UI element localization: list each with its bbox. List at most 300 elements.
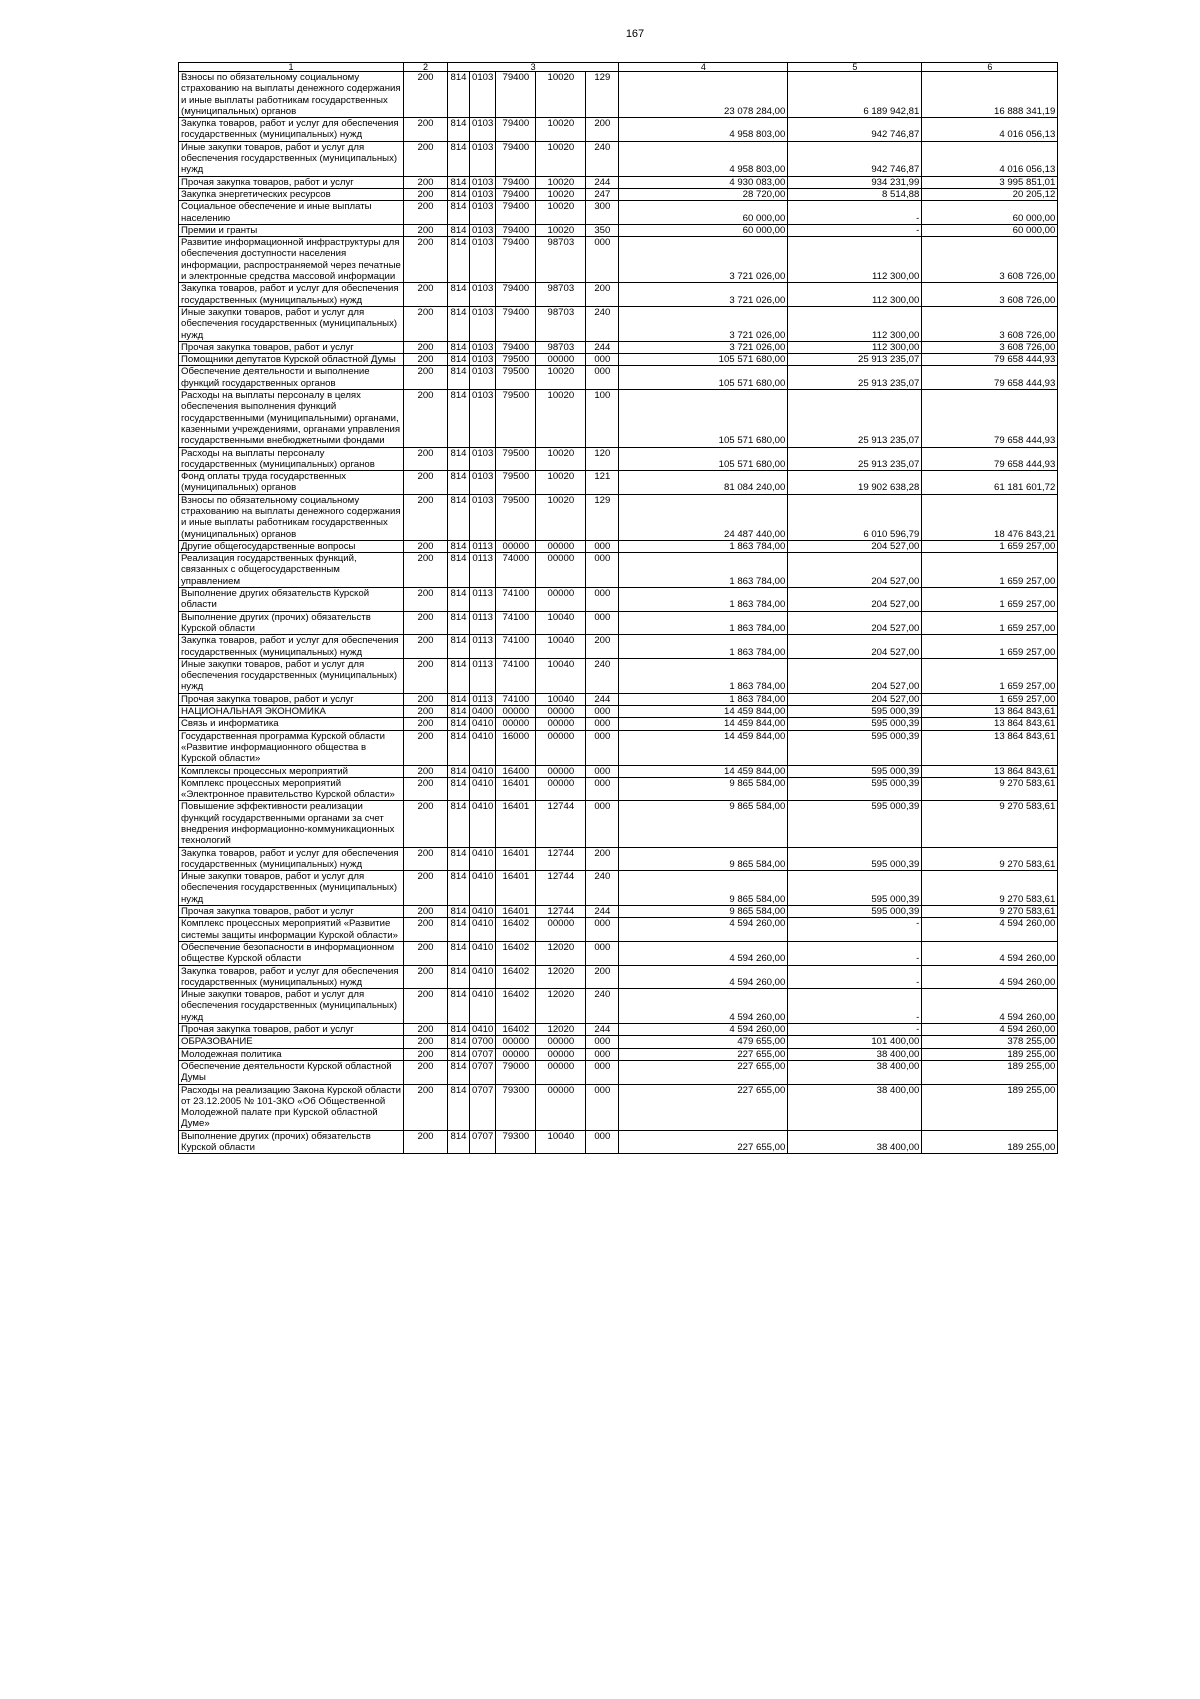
- amount-executed: 112 300,00: [788, 341, 922, 353]
- amount-remaining: 4 016 056,13: [922, 141, 1058, 176]
- amount-approved: 60 000,00: [619, 201, 788, 225]
- code-expense-type: 200: [586, 965, 619, 989]
- code-expense-type: 000: [586, 706, 619, 718]
- table-row: [179, 918, 1058, 942]
- amount-executed: 25 913 235,07: [788, 447, 922, 471]
- amount-executed: -: [788, 224, 922, 236]
- table-row: [179, 283, 1058, 307]
- amount-executed: 204 527,00: [788, 553, 922, 588]
- amount-approved: 1 863 784,00: [619, 553, 788, 588]
- code-expense-type: 000: [586, 237, 619, 283]
- amount-approved: 3 721 026,00: [619, 306, 788, 341]
- item-name: Взносы по обязательному социальному страхованию на выплаты денежного содержания и иные выплаты работникам государственных (муниципальных) органов: [179, 72, 404, 118]
- amount-executed: 38 400,00: [788, 1060, 922, 1084]
- code-expense-type: 240: [586, 141, 619, 176]
- code-admin: 814: [448, 141, 470, 176]
- code-section: 0700: [470, 1036, 496, 1048]
- amount-executed: 25 913 235,07: [788, 354, 922, 366]
- amount-approved: 4 594 260,00: [619, 1024, 788, 1036]
- amount-remaining: 1 659 257,00: [922, 588, 1058, 612]
- amount-remaining: 1 659 257,00: [922, 611, 1058, 635]
- code-admin: 814: [448, 1130, 470, 1154]
- amount-executed: -: [788, 918, 922, 942]
- code-section: 0410: [470, 871, 496, 906]
- amount-remaining: 16 888 341,19: [922, 72, 1058, 118]
- amount-executed: 595 000,39: [788, 718, 922, 730]
- column-number-row: [179, 63, 1058, 72]
- amount-remaining: 61 181 601,72: [922, 471, 1058, 495]
- amount-remaining: 1 659 257,00: [922, 658, 1058, 693]
- amount-approved: 14 459 844,00: [619, 706, 788, 718]
- amount-executed: -: [788, 989, 922, 1024]
- amount-executed: 204 527,00: [788, 693, 922, 705]
- code-2: 200: [404, 1060, 448, 1084]
- amount-executed: -: [788, 941, 922, 965]
- code-expense-type: 000: [586, 918, 619, 942]
- item-name: Иные закупки товаров, работ и услуг для обеспечения государственных (муниципальных) нужд: [179, 989, 404, 1024]
- column-number: 3: [448, 63, 619, 72]
- code-2: 200: [404, 553, 448, 588]
- code-direction: 10040: [536, 1130, 586, 1154]
- code-program: 16401: [496, 871, 536, 906]
- item-name: Иные закупки товаров, работ и услуг для обеспечения государственных (муниципальных) нужд: [179, 306, 404, 341]
- item-name: Расходы на реализацию Закона Курской области от 23.12.2005 № 101-ЗКО «Об Общественной Молодежной палате при Курской областной Думе»: [179, 1084, 404, 1130]
- code-2: 200: [404, 1130, 448, 1154]
- amount-remaining: 1 659 257,00: [922, 553, 1058, 588]
- code-admin: 814: [448, 658, 470, 693]
- amount-approved: 4 594 260,00: [619, 918, 788, 942]
- budget-table: [178, 62, 1058, 1154]
- page-number: 167: [625, 28, 645, 40]
- code-2: 200: [404, 658, 448, 693]
- code-expense-type: 000: [586, 765, 619, 777]
- item-name: Закупка товаров, работ и услуг для обеспечения государственных (муниципальных) нужд: [179, 847, 404, 871]
- item-name: Закупка товаров, работ и услуг для обеспечения государственных (муниципальных) нужд: [179, 635, 404, 659]
- amount-executed: -: [788, 1024, 922, 1036]
- amount-approved: 1 863 784,00: [619, 611, 788, 635]
- table-row: [179, 1130, 1058, 1154]
- code-2: 200: [404, 611, 448, 635]
- code-2: 200: [404, 588, 448, 612]
- code-section: 0410: [470, 918, 496, 942]
- code-program: 79500: [496, 366, 536, 390]
- table-row: [179, 306, 1058, 341]
- table-row: [179, 141, 1058, 176]
- code-expense-type: 200: [586, 847, 619, 871]
- amount-executed: 6 189 942,81: [788, 72, 922, 118]
- code-program: 79400: [496, 306, 536, 341]
- code-direction: 10040: [536, 658, 586, 693]
- amount-remaining: 1 659 257,00: [922, 635, 1058, 659]
- amount-approved: 23 078 284,00: [619, 72, 788, 118]
- amount-remaining: 1 659 257,00: [922, 540, 1058, 552]
- amount-remaining: 3 608 726,00: [922, 237, 1058, 283]
- code-section: 0113: [470, 658, 496, 693]
- code-expense-type: 100: [586, 390, 619, 447]
- code-program: 16402: [496, 941, 536, 965]
- code-admin: 814: [448, 224, 470, 236]
- amount-executed: 8 514,88: [788, 188, 922, 200]
- code-expense-type: 000: [586, 611, 619, 635]
- code-section: 0410: [470, 1024, 496, 1036]
- code-program: 79400: [496, 237, 536, 283]
- amount-remaining: 189 255,00: [922, 1048, 1058, 1060]
- code-expense-type: 121: [586, 471, 619, 495]
- code-admin: 814: [448, 341, 470, 353]
- item-name: Прочая закупка товаров, работ и услуг: [179, 176, 404, 188]
- code-program: 74100: [496, 693, 536, 705]
- amount-remaining: 189 255,00: [922, 1084, 1058, 1130]
- item-name: Прочая закупка товаров, работ и услуг: [179, 906, 404, 918]
- amount-remaining: 18 476 843,21: [922, 494, 1058, 540]
- amount-approved: 1 863 784,00: [619, 635, 788, 659]
- code-admin: 814: [448, 283, 470, 307]
- code-2: 200: [404, 777, 448, 801]
- amount-remaining: 9 270 583,61: [922, 871, 1058, 906]
- table-row: [179, 494, 1058, 540]
- code-2: 200: [404, 635, 448, 659]
- amount-executed: 204 527,00: [788, 611, 922, 635]
- code-2: 200: [404, 965, 448, 989]
- code-expense-type: 000: [586, 588, 619, 612]
- code-admin: 814: [448, 847, 470, 871]
- code-program: 79500: [496, 447, 536, 471]
- code-section: 0410: [470, 718, 496, 730]
- table-row: [179, 176, 1058, 188]
- code-direction: 10020: [536, 141, 586, 176]
- code-direction: 98703: [536, 306, 586, 341]
- code-direction: 10040: [536, 635, 586, 659]
- code-program: 79300: [496, 1130, 536, 1154]
- amount-executed: 19 902 638,28: [788, 471, 922, 495]
- amount-remaining: 4 594 260,00: [922, 1024, 1058, 1036]
- code-direction: 10020: [536, 188, 586, 200]
- code-program: 74000: [496, 553, 536, 588]
- code-expense-type: 000: [586, 718, 619, 730]
- code-expense-type: 240: [586, 989, 619, 1024]
- code-admin: 814: [448, 588, 470, 612]
- code-expense-type: 000: [586, 1060, 619, 1084]
- table-row: [179, 635, 1058, 659]
- amount-approved: 9 865 584,00: [619, 871, 788, 906]
- item-name: Комплекс процессных мероприятий «Развитие системы защиты информации Курской области»: [179, 918, 404, 942]
- code-section: 0707: [470, 1048, 496, 1060]
- code-program: 79400: [496, 283, 536, 307]
- code-expense-type: 000: [586, 777, 619, 801]
- amount-remaining: 3 995 851,01: [922, 176, 1058, 188]
- amount-executed: 112 300,00: [788, 237, 922, 283]
- code-2: 200: [404, 1036, 448, 1048]
- amount-remaining: 79 658 444,93: [922, 354, 1058, 366]
- code-admin: 814: [448, 237, 470, 283]
- code-expense-type: 244: [586, 176, 619, 188]
- item-name: Прочая закупка товаров, работ и услуг: [179, 341, 404, 353]
- item-name: Реализация государственных функций, связанных с общегосударственным управлением: [179, 553, 404, 588]
- code-2: 200: [404, 306, 448, 341]
- amount-executed: 204 527,00: [788, 540, 922, 552]
- table-row: [179, 801, 1058, 847]
- code-admin: 814: [448, 1048, 470, 1060]
- item-name: Комплекс процессных мероприятий «Электронное правительство Курской области»: [179, 777, 404, 801]
- amount-executed: 942 746,87: [788, 141, 922, 176]
- code-2: 200: [404, 918, 448, 942]
- code-direction: 12020: [536, 965, 586, 989]
- table-row: [179, 540, 1058, 552]
- code-expense-type: 000: [586, 553, 619, 588]
- code-section: 0113: [470, 635, 496, 659]
- code-direction: 10040: [536, 693, 586, 705]
- code-2: 200: [404, 118, 448, 142]
- amount-remaining: 60 000,00: [922, 201, 1058, 225]
- item-name: Молодежная политика: [179, 1048, 404, 1060]
- code-admin: 814: [448, 471, 470, 495]
- code-program: 16400: [496, 765, 536, 777]
- code-admin: 814: [448, 188, 470, 200]
- code-section: 0103: [470, 447, 496, 471]
- code-expense-type: 000: [586, 1036, 619, 1048]
- amount-approved: 9 865 584,00: [619, 847, 788, 871]
- amount-executed: 595 000,39: [788, 777, 922, 801]
- amount-remaining: 13 864 843,61: [922, 765, 1058, 777]
- code-expense-type: 000: [586, 366, 619, 390]
- code-admin: 814: [448, 918, 470, 942]
- code-expense-type: 240: [586, 306, 619, 341]
- code-expense-type: 000: [586, 1130, 619, 1154]
- table-row: [179, 706, 1058, 718]
- code-program: 16401: [496, 847, 536, 871]
- code-program: 79500: [496, 494, 536, 540]
- code-admin: 814: [448, 941, 470, 965]
- code-section: 0707: [470, 1060, 496, 1084]
- amount-approved: 14 459 844,00: [619, 730, 788, 765]
- table-row: [179, 1060, 1058, 1084]
- code-direction: 12020: [536, 941, 586, 965]
- code-program: 16401: [496, 777, 536, 801]
- item-name: Обеспечение деятельности и выполнение функций государственных органов: [179, 366, 404, 390]
- item-name: НАЦИОНАЛЬНАЯ ЭКОНОМИКА: [179, 706, 404, 718]
- code-program: 16402: [496, 965, 536, 989]
- code-section: 0103: [470, 141, 496, 176]
- code-section: 0410: [470, 989, 496, 1024]
- code-direction: 12744: [536, 871, 586, 906]
- code-admin: 814: [448, 1024, 470, 1036]
- code-expense-type: 200: [586, 283, 619, 307]
- code-expense-type: 000: [586, 540, 619, 552]
- item-name: Обеспечение безопасности в информационном обществе Курской области: [179, 941, 404, 965]
- item-name: Обеспечение деятельности Курской областной Думы: [179, 1060, 404, 1084]
- code-direction: 00000: [536, 918, 586, 942]
- table-row: [179, 341, 1058, 353]
- code-section: 0103: [470, 201, 496, 225]
- code-section: 0410: [470, 765, 496, 777]
- code-expense-type: 350: [586, 224, 619, 236]
- code-section: 0410: [470, 847, 496, 871]
- amount-remaining: 4 594 260,00: [922, 941, 1058, 965]
- code-program: 79400: [496, 201, 536, 225]
- table-row: [179, 237, 1058, 283]
- code-direction: 00000: [536, 553, 586, 588]
- code-expense-type: 200: [586, 118, 619, 142]
- amount-remaining: 3 608 726,00: [922, 306, 1058, 341]
- code-section: 0103: [470, 390, 496, 447]
- table-row: [179, 471, 1058, 495]
- amount-executed: 595 000,39: [788, 871, 922, 906]
- code-2: 200: [404, 201, 448, 225]
- code-direction: 00000: [536, 540, 586, 552]
- code-section: 0410: [470, 730, 496, 765]
- item-name: Выполнение других (прочих) обязательств Курской области: [179, 611, 404, 635]
- amount-remaining: 13 864 843,61: [922, 718, 1058, 730]
- code-expense-type: 244: [586, 1024, 619, 1036]
- code-program: 79400: [496, 188, 536, 200]
- code-direction: 98703: [536, 341, 586, 353]
- code-expense-type: 000: [586, 1048, 619, 1060]
- amount-approved: 227 655,00: [619, 1084, 788, 1130]
- amount-executed: -: [788, 201, 922, 225]
- table-row: [179, 224, 1058, 236]
- code-admin: 814: [448, 635, 470, 659]
- code-admin: 814: [448, 1060, 470, 1084]
- code-admin: 814: [448, 693, 470, 705]
- amount-approved: 14 459 844,00: [619, 765, 788, 777]
- code-section: 0113: [470, 693, 496, 705]
- amount-approved: 105 571 680,00: [619, 354, 788, 366]
- amount-remaining: 9 270 583,61: [922, 801, 1058, 847]
- amount-executed: 595 000,39: [788, 801, 922, 847]
- amount-executed: 6 010 596,79: [788, 494, 922, 540]
- amount-executed: 595 000,39: [788, 730, 922, 765]
- item-name: Иные закупки товаров, работ и услуг для обеспечения государственных (муниципальных) нужд: [179, 871, 404, 906]
- code-2: 200: [404, 730, 448, 765]
- code-expense-type: 244: [586, 906, 619, 918]
- amount-executed: 204 527,00: [788, 658, 922, 693]
- code-program: 16402: [496, 1024, 536, 1036]
- code-section: 0103: [470, 354, 496, 366]
- code-2: 200: [404, 283, 448, 307]
- code-2: 200: [404, 989, 448, 1024]
- code-direction: 12744: [536, 906, 586, 918]
- amount-executed: 595 000,39: [788, 847, 922, 871]
- amount-remaining: 189 255,00: [922, 1130, 1058, 1154]
- amount-executed: 25 913 235,07: [788, 390, 922, 447]
- code-direction: 00000: [536, 730, 586, 765]
- amount-remaining: 60 000,00: [922, 224, 1058, 236]
- code-admin: 814: [448, 176, 470, 188]
- item-name: Социальное обеспечение и иные выплаты населению: [179, 201, 404, 225]
- item-name: Расходы на выплаты персоналу государственных (муниципальных) органов: [179, 447, 404, 471]
- code-2: 200: [404, 341, 448, 353]
- code-program: 00000: [496, 718, 536, 730]
- code-2: 200: [404, 693, 448, 705]
- code-direction: 10020: [536, 72, 586, 118]
- code-2: 200: [404, 941, 448, 965]
- code-admin: 814: [448, 611, 470, 635]
- code-section: 0400: [470, 706, 496, 718]
- code-direction: 00000: [536, 1036, 586, 1048]
- amount-approved: 4 594 260,00: [619, 965, 788, 989]
- code-admin: 814: [448, 306, 470, 341]
- table-row: [179, 390, 1058, 447]
- code-section: 0410: [470, 965, 496, 989]
- code-section: 0113: [470, 588, 496, 612]
- table-row: [179, 965, 1058, 989]
- amount-approved: 227 655,00: [619, 1060, 788, 1084]
- code-section: 0103: [470, 341, 496, 353]
- code-direction: 00000: [536, 706, 586, 718]
- amount-approved: 1 863 784,00: [619, 693, 788, 705]
- amount-executed: 595 000,39: [788, 706, 922, 718]
- code-admin: 814: [448, 801, 470, 847]
- code-program: 74100: [496, 611, 536, 635]
- code-program: 16000: [496, 730, 536, 765]
- amount-approved: 28 720,00: [619, 188, 788, 200]
- code-section: 0410: [470, 777, 496, 801]
- code-section: 0103: [470, 72, 496, 118]
- code-direction: 10020: [536, 471, 586, 495]
- code-program: 74100: [496, 588, 536, 612]
- code-program: 16401: [496, 906, 536, 918]
- code-program: 16401: [496, 801, 536, 847]
- code-section: 0103: [470, 494, 496, 540]
- amount-executed: 204 527,00: [788, 635, 922, 659]
- code-section: 0103: [470, 283, 496, 307]
- item-name: Комплексы процессных мероприятий: [179, 765, 404, 777]
- code-program: 79000: [496, 1060, 536, 1084]
- code-admin: 814: [448, 366, 470, 390]
- amount-remaining: 4 594 260,00: [922, 989, 1058, 1024]
- item-name: Закупка товаров, работ и услуг для обеспечения государственных (муниципальных) нужд: [179, 965, 404, 989]
- amount-remaining: 378 255,00: [922, 1036, 1058, 1048]
- code-expense-type: 000: [586, 354, 619, 366]
- code-section: 0103: [470, 471, 496, 495]
- item-name: Повышение эффективности реализации функций государственными органами за счет внедрения информационно-коммуникационных технологий: [179, 801, 404, 847]
- table-row: [179, 553, 1058, 588]
- code-direction: 10020: [536, 176, 586, 188]
- code-direction: 10020: [536, 118, 586, 142]
- table-row: [179, 366, 1058, 390]
- code-2: 200: [404, 471, 448, 495]
- amount-remaining: 4 016 056,13: [922, 118, 1058, 142]
- amount-executed: 595 000,39: [788, 906, 922, 918]
- amount-remaining: 9 270 583,61: [922, 777, 1058, 801]
- code-2: 200: [404, 718, 448, 730]
- code-admin: 814: [448, 1036, 470, 1048]
- code-section: 0103: [470, 366, 496, 390]
- amount-approved: 60 000,00: [619, 224, 788, 236]
- column-number: 5: [788, 63, 922, 72]
- code-section: 0113: [470, 611, 496, 635]
- code-2: 200: [404, 906, 448, 918]
- column-number: 1: [179, 63, 404, 72]
- item-name: Иные закупки товаров, работ и услуг для обеспечения государственных (муниципальных) нужд: [179, 141, 404, 176]
- code-program: 00000: [496, 1036, 536, 1048]
- amount-executed: 942 746,87: [788, 118, 922, 142]
- code-program: 74100: [496, 635, 536, 659]
- code-admin: 814: [448, 718, 470, 730]
- column-number: 6: [922, 63, 1058, 72]
- code-direction: 98703: [536, 237, 586, 283]
- amount-approved: 3 721 026,00: [619, 341, 788, 353]
- code-admin: 814: [448, 354, 470, 366]
- code-expense-type: 300: [586, 201, 619, 225]
- amount-approved: 1 863 784,00: [619, 540, 788, 552]
- code-2: 200: [404, 390, 448, 447]
- amount-approved: 1 863 784,00: [619, 588, 788, 612]
- code-section: 0707: [470, 1130, 496, 1154]
- code-program: 79400: [496, 141, 536, 176]
- item-name: Премии и гранты: [179, 224, 404, 236]
- table-row: [179, 588, 1058, 612]
